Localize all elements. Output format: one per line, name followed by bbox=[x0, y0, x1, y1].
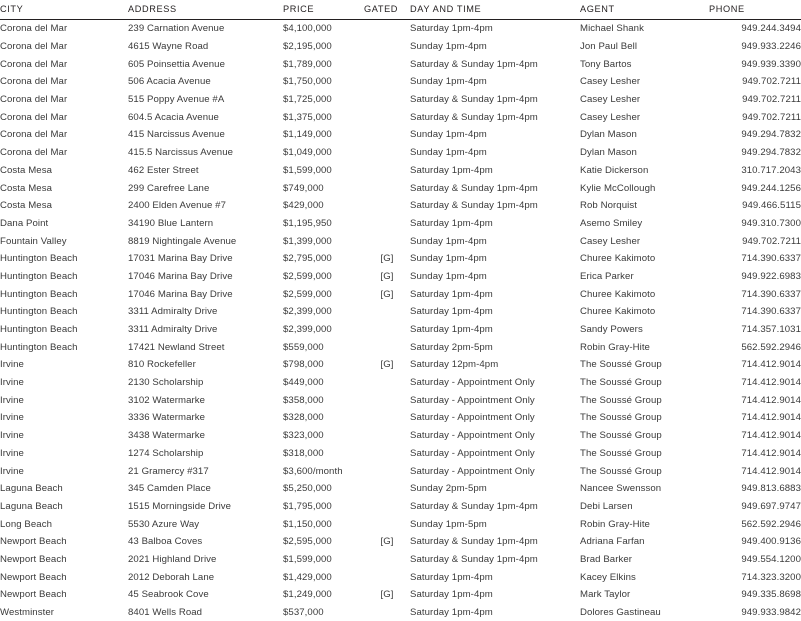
cell-price: $3,600/month bbox=[283, 462, 364, 480]
table-row[interactable] bbox=[0, 197, 801, 215]
cell-address: 2130 Scholarship bbox=[128, 374, 283, 392]
table-row[interactable] bbox=[0, 391, 801, 409]
cell-address: 515 Poppy Avenue #A bbox=[128, 91, 283, 109]
cell-address: 3311 Admiralty Drive bbox=[128, 321, 283, 339]
cell-phone: 949.922.6983 bbox=[709, 268, 801, 286]
table-row[interactable] bbox=[0, 321, 801, 339]
cell-phone: 714.390.6337 bbox=[709, 250, 801, 268]
table-row[interactable] bbox=[0, 126, 801, 144]
cell-agent: Dylan Mason bbox=[580, 126, 709, 144]
cell-agent: Debi Larsen bbox=[580, 498, 709, 516]
cell-city: Irvine bbox=[0, 462, 128, 480]
cell-city: Laguna Beach bbox=[0, 498, 128, 516]
cell-agent: Jon Paul Bell bbox=[580, 38, 709, 56]
column-header-phone[interactable]: PHONE bbox=[709, 0, 801, 20]
cell-city: Newport Beach bbox=[0, 533, 128, 551]
column-header-day-and-time[interactable]: DAY AND TIME bbox=[410, 0, 580, 20]
cell-gated bbox=[364, 409, 410, 427]
cell-gated bbox=[364, 197, 410, 215]
cell-day-and-time: Saturday 1pm-4pm bbox=[410, 321, 580, 339]
cell-day-and-time: Saturday - Appointment Only bbox=[410, 409, 580, 427]
cell-gated bbox=[364, 568, 410, 586]
cell-gated: [G] bbox=[364, 586, 410, 604]
cell-phone: 949.702.7211 bbox=[709, 232, 801, 250]
cell-city: Irvine bbox=[0, 427, 128, 445]
cell-phone: 949.294.7832 bbox=[709, 144, 801, 162]
cell-day-and-time: Saturday & Sunday 1pm-4pm bbox=[410, 55, 580, 73]
cell-gated: [G] bbox=[364, 268, 410, 286]
table-row[interactable] bbox=[0, 144, 801, 162]
cell-address: 415.5 Narcissus Avenue bbox=[128, 144, 283, 162]
cell-gated bbox=[364, 498, 410, 516]
cell-address: 239 Carnation Avenue bbox=[128, 20, 283, 38]
table-row[interactable] bbox=[0, 533, 801, 551]
cell-city: Irvine bbox=[0, 374, 128, 392]
cell-address: 17046 Marina Bay Drive bbox=[128, 285, 283, 303]
cell-phone: 714.412.9014 bbox=[709, 445, 801, 463]
cell-gated: [G] bbox=[364, 356, 410, 374]
cell-day-and-time: Sunday 1pm-4pm bbox=[410, 38, 580, 56]
cell-day-and-time: Sunday 1pm-5pm bbox=[410, 515, 580, 533]
cell-agent: Rob Norquist bbox=[580, 197, 709, 215]
cell-phone: 714.412.9014 bbox=[709, 409, 801, 427]
cell-day-and-time: Sunday 1pm-4pm bbox=[410, 232, 580, 250]
cell-agent: Mark Taylor bbox=[580, 586, 709, 604]
cell-day-and-time: Saturday & Sunday 1pm-4pm bbox=[410, 551, 580, 569]
cell-address: 21 Gramercy #317 bbox=[128, 462, 283, 480]
cell-city: Newport Beach bbox=[0, 586, 128, 604]
cell-address: 3336 Watermarke bbox=[128, 409, 283, 427]
cell-address: 299 Carefree Lane bbox=[128, 179, 283, 197]
cell-city: Laguna Beach bbox=[0, 480, 128, 498]
cell-gated: [G] bbox=[364, 285, 410, 303]
cell-phone: 714.390.6337 bbox=[709, 285, 801, 303]
cell-agent: Robin Gray-Hite bbox=[580, 338, 709, 356]
cell-agent: The Soussé Group bbox=[580, 374, 709, 392]
table-row[interactable] bbox=[0, 108, 801, 126]
cell-gated bbox=[364, 91, 410, 109]
cell-agent: Tony Bartos bbox=[580, 55, 709, 73]
cell-day-and-time: Saturday 1pm-4pm bbox=[410, 303, 580, 321]
cell-city: Irvine bbox=[0, 409, 128, 427]
cell-city: Huntington Beach bbox=[0, 285, 128, 303]
cell-agent: Sandy Powers bbox=[580, 321, 709, 339]
cell-day-and-time: Saturday 2pm-5pm bbox=[410, 338, 580, 356]
cell-city: Huntington Beach bbox=[0, 268, 128, 286]
table-row[interactable] bbox=[0, 91, 801, 109]
cell-phone: 949.310.7300 bbox=[709, 215, 801, 233]
column-header-gated[interactable]: GATED bbox=[364, 0, 410, 20]
cell-phone: 714.412.9014 bbox=[709, 427, 801, 445]
table-row[interactable] bbox=[0, 303, 801, 321]
cell-agent: Churee Kakimoto bbox=[580, 250, 709, 268]
cell-price: $1,429,000 bbox=[283, 568, 364, 586]
cell-price: $5,250,000 bbox=[283, 480, 364, 498]
table-row[interactable] bbox=[0, 356, 801, 374]
cell-price: $1,750,000 bbox=[283, 73, 364, 91]
cell-gated bbox=[364, 126, 410, 144]
cell-gated bbox=[364, 480, 410, 498]
table-row[interactable] bbox=[0, 427, 801, 445]
cell-agent: The Soussé Group bbox=[580, 445, 709, 463]
cell-address: 3438 Watermarke bbox=[128, 427, 283, 445]
cell-price: $1,795,000 bbox=[283, 498, 364, 516]
cell-city: Corona del Mar bbox=[0, 108, 128, 126]
cell-agent: Kacey Elkins bbox=[580, 568, 709, 586]
cell-gated bbox=[364, 179, 410, 197]
table-row[interactable] bbox=[0, 374, 801, 392]
cell-phone: 949.244.1256 bbox=[709, 179, 801, 197]
cell-gated bbox=[364, 515, 410, 533]
cell-agent: Casey Lesher bbox=[580, 91, 709, 109]
cell-city: Corona del Mar bbox=[0, 20, 128, 38]
cell-address: 45 Seabrook Cove bbox=[128, 586, 283, 604]
cell-price: $4,100,000 bbox=[283, 20, 364, 38]
table-row[interactable] bbox=[0, 232, 801, 250]
cell-gated bbox=[364, 144, 410, 162]
cell-city: Huntington Beach bbox=[0, 303, 128, 321]
cell-city: Irvine bbox=[0, 391, 128, 409]
cell-gated bbox=[364, 374, 410, 392]
cell-phone: 714.412.9014 bbox=[709, 374, 801, 392]
cell-gated bbox=[364, 20, 410, 38]
cell-city: Newport Beach bbox=[0, 568, 128, 586]
cell-address: 604.5 Acacia Avenue bbox=[128, 108, 283, 126]
cell-price: $323,000 bbox=[283, 427, 364, 445]
cell-address: 8401 Wells Road bbox=[128, 604, 283, 621]
cell-price: $449,000 bbox=[283, 374, 364, 392]
cell-gated bbox=[364, 73, 410, 91]
cell-agent: The Soussé Group bbox=[580, 427, 709, 445]
table-row[interactable] bbox=[0, 551, 801, 569]
cell-price: $1,599,000 bbox=[283, 551, 364, 569]
cell-agent: Brad Barker bbox=[580, 551, 709, 569]
cell-day-and-time: Sunday 1pm-4pm bbox=[410, 73, 580, 91]
cell-address: 506 Acacia Avenue bbox=[128, 73, 283, 91]
cell-day-and-time: Saturday - Appointment Only bbox=[410, 462, 580, 480]
cell-day-and-time: Saturday & Sunday 1pm-4pm bbox=[410, 498, 580, 516]
cell-day-and-time: Saturday & Sunday 1pm-4pm bbox=[410, 197, 580, 215]
cell-phone: 310.717.2043 bbox=[709, 162, 801, 180]
cell-agent: The Soussé Group bbox=[580, 462, 709, 480]
cell-gated bbox=[364, 604, 410, 621]
cell-agent: Katie Dickerson bbox=[580, 162, 709, 180]
table-row[interactable] bbox=[0, 38, 801, 56]
cell-city: Huntington Beach bbox=[0, 338, 128, 356]
cell-price: $2,795,000 bbox=[283, 250, 364, 268]
cell-phone: 949.933.9842 bbox=[709, 604, 801, 621]
cell-price: $328,000 bbox=[283, 409, 364, 427]
cell-price: $2,599,000 bbox=[283, 268, 364, 286]
cell-agent: Dolores Gastineau bbox=[580, 604, 709, 621]
cell-price: $1,399,000 bbox=[283, 232, 364, 250]
cell-address: 43 Balboa Coves bbox=[128, 533, 283, 551]
cell-phone: 949.400.9136 bbox=[709, 533, 801, 551]
cell-city: Costa Mesa bbox=[0, 197, 128, 215]
cell-phone: 949.702.7211 bbox=[709, 73, 801, 91]
cell-phone: 949.554.1200 bbox=[709, 551, 801, 569]
cell-price: $537,000 bbox=[283, 604, 364, 621]
cell-price: $1,375,000 bbox=[283, 108, 364, 126]
table-row[interactable] bbox=[0, 515, 801, 533]
cell-city: Corona del Mar bbox=[0, 73, 128, 91]
cell-city: Corona del Mar bbox=[0, 38, 128, 56]
cell-gated bbox=[364, 462, 410, 480]
cell-address: 17031 Marina Bay Drive bbox=[128, 250, 283, 268]
cell-agent: Adriana Farfan bbox=[580, 533, 709, 551]
cell-price: $318,000 bbox=[283, 445, 364, 463]
table-header-row bbox=[0, 0, 801, 20]
table-row[interactable] bbox=[0, 162, 801, 180]
cell-address: 2400 Elden Avenue #7 bbox=[128, 197, 283, 215]
cell-price: $1,150,000 bbox=[283, 515, 364, 533]
cell-phone: 562.592.2946 bbox=[709, 515, 801, 533]
cell-address: 3311 Admiralty Drive bbox=[128, 303, 283, 321]
cell-address: 1274 Scholarship bbox=[128, 445, 283, 463]
cell-city: Fountain Valley bbox=[0, 232, 128, 250]
table-row[interactable] bbox=[0, 285, 801, 303]
cell-price: $429,000 bbox=[283, 197, 364, 215]
table-row[interactable] bbox=[0, 338, 801, 356]
cell-price: $2,195,000 bbox=[283, 38, 364, 56]
cell-price: $1,149,000 bbox=[283, 126, 364, 144]
cell-phone: 714.357.1031 bbox=[709, 321, 801, 339]
cell-agent: The Soussé Group bbox=[580, 356, 709, 374]
cell-gated bbox=[364, 232, 410, 250]
cell-agent: Asemo Smiley bbox=[580, 215, 709, 233]
cell-phone: 949.697.9747 bbox=[709, 498, 801, 516]
cell-price: $2,399,000 bbox=[283, 303, 364, 321]
table-row[interactable] bbox=[0, 409, 801, 427]
cell-price: $2,595,000 bbox=[283, 533, 364, 551]
cell-agent: The Soussé Group bbox=[580, 409, 709, 427]
cell-agent: Churee Kakimoto bbox=[580, 303, 709, 321]
cell-gated bbox=[364, 38, 410, 56]
cell-address: 462 Ester Street bbox=[128, 162, 283, 180]
cell-city: Newport Beach bbox=[0, 551, 128, 569]
cell-day-and-time: Saturday 1pm-4pm bbox=[410, 162, 580, 180]
cell-phone: 949.335.8698 bbox=[709, 586, 801, 604]
cell-price: $1,049,000 bbox=[283, 144, 364, 162]
cell-phone: 714.412.9014 bbox=[709, 356, 801, 374]
cell-price: $2,599,000 bbox=[283, 285, 364, 303]
cell-address: 2021 Highland Drive bbox=[128, 551, 283, 569]
table-row[interactable] bbox=[0, 462, 801, 480]
cell-agent: Dylan Mason bbox=[580, 144, 709, 162]
cell-city: Costa Mesa bbox=[0, 179, 128, 197]
cell-phone: 949.939.3390 bbox=[709, 55, 801, 73]
cell-day-and-time: Sunday 1pm-4pm bbox=[410, 268, 580, 286]
cell-gated bbox=[364, 551, 410, 569]
cell-gated: [G] bbox=[364, 250, 410, 268]
cell-phone: 562.592.2946 bbox=[709, 338, 801, 356]
table-row[interactable] bbox=[0, 215, 801, 233]
cell-agent: Casey Lesher bbox=[580, 108, 709, 126]
cell-address: 5530 Azure Way bbox=[128, 515, 283, 533]
cell-agent: Erica Parker bbox=[580, 268, 709, 286]
cell-gated bbox=[364, 303, 410, 321]
cell-address: 605 Poinsettia Avenue bbox=[128, 55, 283, 73]
cell-phone: 949.702.7211 bbox=[709, 108, 801, 126]
cell-phone: 949.933.2246 bbox=[709, 38, 801, 56]
table-row[interactable] bbox=[0, 20, 801, 38]
cell-price: $1,195,950 bbox=[283, 215, 364, 233]
cell-phone: 949.813.6883 bbox=[709, 480, 801, 498]
column-header-agent[interactable]: AGENT bbox=[580, 0, 709, 20]
cell-address: 415 Narcissus Avenue bbox=[128, 126, 283, 144]
cell-day-and-time: Saturday - Appointment Only bbox=[410, 391, 580, 409]
cell-agent: Casey Lesher bbox=[580, 73, 709, 91]
cell-phone: 949.294.7832 bbox=[709, 126, 801, 144]
cell-gated bbox=[364, 338, 410, 356]
table-row[interactable] bbox=[0, 445, 801, 463]
cell-gated: [G] bbox=[364, 533, 410, 551]
cell-city: Huntington Beach bbox=[0, 250, 128, 268]
cell-day-and-time: Saturday 1pm-4pm bbox=[410, 604, 580, 621]
cell-day-and-time: Saturday 1pm-4pm bbox=[410, 586, 580, 604]
cell-day-and-time: Sunday 1pm-4pm bbox=[410, 250, 580, 268]
cell-agent: Churee Kakimoto bbox=[580, 285, 709, 303]
cell-day-and-time: Sunday 1pm-4pm bbox=[410, 144, 580, 162]
cell-phone: 714.412.9014 bbox=[709, 462, 801, 480]
cell-day-and-time: Saturday & Sunday 1pm-4pm bbox=[410, 179, 580, 197]
cell-gated bbox=[364, 321, 410, 339]
cell-city: Huntington Beach bbox=[0, 321, 128, 339]
cell-gated bbox=[364, 445, 410, 463]
column-header-city[interactable]: CITY bbox=[0, 0, 128, 20]
cell-day-and-time: Saturday & Sunday 1pm-4pm bbox=[410, 533, 580, 551]
cell-phone: 949.466.5115 bbox=[709, 197, 801, 215]
table-row[interactable] bbox=[0, 55, 801, 73]
cell-address: 34190 Blue Lantern bbox=[128, 215, 283, 233]
cell-gated bbox=[364, 391, 410, 409]
cell-agent: Nancee Swensson bbox=[580, 480, 709, 498]
cell-phone: 949.244.3494 bbox=[709, 20, 801, 38]
cell-gated bbox=[364, 162, 410, 180]
cell-agent: Casey Lesher bbox=[580, 232, 709, 250]
cell-address: 8819 Nightingale Avenue bbox=[128, 232, 283, 250]
cell-gated bbox=[364, 215, 410, 233]
cell-price: $358,000 bbox=[283, 391, 364, 409]
cell-city: Corona del Mar bbox=[0, 144, 128, 162]
cell-day-and-time: Saturday 1pm-4pm bbox=[410, 568, 580, 586]
cell-city: Irvine bbox=[0, 356, 128, 374]
table-row[interactable] bbox=[0, 73, 801, 91]
cell-city: Costa Mesa bbox=[0, 162, 128, 180]
cell-address: 2012 Deborah Lane bbox=[128, 568, 283, 586]
cell-price: $1,599,000 bbox=[283, 162, 364, 180]
cell-price: $1,725,000 bbox=[283, 91, 364, 109]
cell-gated bbox=[364, 55, 410, 73]
cell-address: 17421 Newland Street bbox=[128, 338, 283, 356]
cell-phone: 714.412.9014 bbox=[709, 391, 801, 409]
cell-city: Westminster bbox=[0, 604, 128, 621]
listings-table-body bbox=[0, 20, 801, 621]
cell-day-and-time: Saturday 1pm-4pm bbox=[410, 285, 580, 303]
cell-agent: Kylie McCollough bbox=[580, 179, 709, 197]
table-row[interactable] bbox=[0, 604, 801, 621]
cell-address: 4615 Wayne Road bbox=[128, 38, 283, 56]
cell-agent: Robin Gray-Hite bbox=[580, 515, 709, 533]
table-row[interactable] bbox=[0, 568, 801, 586]
cell-gated bbox=[364, 108, 410, 126]
cell-day-and-time: Sunday 2pm-5pm bbox=[410, 480, 580, 498]
table-row[interactable] bbox=[0, 179, 801, 197]
cell-gated bbox=[364, 427, 410, 445]
cell-price: $749,000 bbox=[283, 179, 364, 197]
cell-phone: 714.323.3200 bbox=[709, 568, 801, 586]
cell-phone: 714.390.6337 bbox=[709, 303, 801, 321]
cell-city: Irvine bbox=[0, 445, 128, 463]
cell-address: 810 Rockefeller bbox=[128, 356, 283, 374]
cell-agent: Michael Shank bbox=[580, 20, 709, 38]
column-header-address[interactable]: ADDRESS bbox=[128, 0, 283, 20]
cell-price: $798,000 bbox=[283, 356, 364, 374]
cell-day-and-time: Saturday - Appointment Only bbox=[410, 374, 580, 392]
cell-price: $1,249,000 bbox=[283, 586, 364, 604]
cell-day-and-time: Saturday & Sunday 1pm-4pm bbox=[410, 108, 580, 126]
cell-day-and-time: Saturday - Appointment Only bbox=[410, 427, 580, 445]
cell-day-and-time: Saturday 1pm-4pm bbox=[410, 20, 580, 38]
cell-day-and-time: Sunday 1pm-4pm bbox=[410, 126, 580, 144]
cell-address: 1515 Morningside Drive bbox=[128, 498, 283, 516]
table-row[interactable] bbox=[0, 250, 801, 268]
cell-day-and-time: Saturday 12pm-4pm bbox=[410, 356, 580, 374]
cell-day-and-time: Saturday - Appointment Only bbox=[410, 445, 580, 463]
cell-day-and-time: Saturday 1pm-4pm bbox=[410, 215, 580, 233]
table-row[interactable] bbox=[0, 268, 801, 286]
table-row[interactable] bbox=[0, 498, 801, 516]
cell-price: $2,399,000 bbox=[283, 321, 364, 339]
table-row[interactable] bbox=[0, 586, 801, 604]
cell-city: Corona del Mar bbox=[0, 91, 128, 109]
cell-day-and-time: Saturday & Sunday 1pm-4pm bbox=[410, 91, 580, 109]
cell-city: Corona del Mar bbox=[0, 55, 128, 73]
cell-price: $559,000 bbox=[283, 338, 364, 356]
cell-price: $1,789,000 bbox=[283, 55, 364, 73]
cell-phone: 949.702.7211 bbox=[709, 91, 801, 109]
cell-address: 17046 Marina Bay Drive bbox=[128, 268, 283, 286]
cell-city: Long Beach bbox=[0, 515, 128, 533]
table-row[interactable] bbox=[0, 480, 801, 498]
cell-address: 345 Camden Place bbox=[128, 480, 283, 498]
column-header-price[interactable]: PRICE bbox=[283, 0, 364, 20]
cell-city: Corona del Mar bbox=[0, 126, 128, 144]
cell-city: Dana Point bbox=[0, 215, 128, 233]
cell-address: 3102 Watermarke bbox=[128, 391, 283, 409]
cell-agent: The Soussé Group bbox=[580, 391, 709, 409]
